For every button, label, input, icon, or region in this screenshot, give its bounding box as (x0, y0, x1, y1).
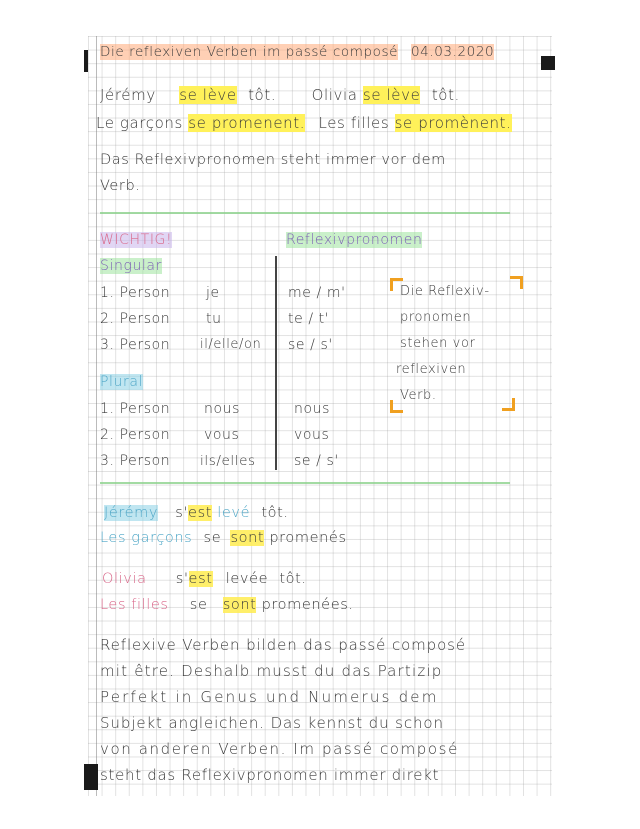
example-fem-line-1 (102, 571, 307, 587)
plural-person-3: 3. Person (100, 453, 171, 469)
note-line-2: pronomen (400, 310, 472, 325)
note-line-4: reflexiven (396, 362, 467, 377)
example-fem-subject-1: Olivia (102, 571, 147, 587)
reflexive-heading: Reflexivpronomen (286, 232, 423, 248)
intro-line-2 (96, 114, 512, 132)
example-fem-participle-2: promenées. (261, 597, 354, 613)
note-line-3: stehen vor (400, 336, 476, 351)
example-fem-line-2 (100, 597, 354, 613)
singular-person-3: 3. Person (100, 337, 171, 353)
singular-reflexive-3: se / s' (288, 337, 333, 353)
paragraph-line-5: von anderen Verben. Im passé composé (100, 740, 459, 758)
example-masc-end-1: tôt. (261, 505, 289, 521)
intro-subject-1: Jérémy (100, 86, 156, 104)
example-masc-s-1: s' (175, 505, 189, 521)
paragraph-line-1: Reflexive Verben bilden das passé composé (100, 636, 467, 654)
title-text: Die reflexiven Verben im passé composé (100, 44, 399, 60)
intro-adverb-1: tôt. (248, 86, 277, 104)
singular-person-1: 1. Person (100, 285, 171, 301)
singular-reflexive-1: me / m' (288, 285, 346, 301)
plural-person-1: 1. Person (100, 401, 171, 417)
example-fem-se-2: se (189, 597, 208, 613)
plural-reflexive-1: nous (294, 401, 331, 417)
paragraph-line-2: mit être. Deshalb musst du das Partizip (100, 662, 443, 680)
table-divider (275, 256, 277, 470)
paragraph-line-4: Subjekt angleichen. Das kennst du schon (100, 714, 444, 732)
binder-mark-top-right (541, 56, 555, 70)
example-fem-aux-1: est (188, 571, 213, 587)
example-masc-subject-2: Les garçons (100, 530, 193, 546)
intro-subject-3: Le garçons (96, 114, 183, 132)
singular-reflexive-2: te / t' (288, 311, 330, 327)
intro-verb-1: se lève (179, 86, 237, 104)
plural-pronoun-3: ils/elles (200, 453, 256, 469)
example-masc-line-1 (104, 505, 289, 521)
example-fem-subject-2: Les filles (100, 597, 169, 613)
example-masc-aux-1: est (188, 505, 213, 521)
intro-subject-2: Olivia (311, 86, 358, 104)
section-divider-1 (100, 212, 510, 214)
plural-person-2: 2. Person (100, 427, 171, 443)
intro-verb-2: se lève (362, 86, 421, 104)
intro-adverb-2: tôt. (431, 86, 460, 104)
example-masc-participle-1: levé (217, 505, 251, 521)
note-bracket-tr (510, 276, 523, 289)
rule-line-2: Verb. (100, 178, 141, 194)
binder-mark-top-left (84, 50, 88, 72)
plural-pronoun-1: nous (204, 401, 241, 417)
note-bracket-br (502, 398, 515, 411)
example-fem-s-1: s' (175, 571, 189, 587)
plural-reflexive-3: se / s' (294, 453, 339, 469)
example-masc-se-2: se (203, 530, 222, 546)
title-date: 04.03.2020 (410, 44, 495, 60)
intro-subject-4: Les filles (318, 114, 390, 132)
rule-line-1: Das Reflexivpronomen steht immer vor dem (100, 152, 446, 168)
singular-pronoun-3: il/elle/on (200, 337, 262, 352)
binder-mark-bottom-left (84, 764, 98, 790)
singular-label: Singular (100, 258, 162, 274)
intro-line-1 (100, 86, 460, 104)
singular-pronoun-1: je (206, 285, 220, 301)
singular-person-2: 2. Person (100, 311, 171, 327)
singular-pronoun-2: tu (206, 311, 222, 327)
page-title (100, 44, 494, 60)
example-masc-line-2: Les garçons se sont promenés (100, 530, 347, 546)
example-masc-aux-2: sont (230, 530, 265, 546)
margin-line (96, 36, 97, 796)
plural-reflexive-2: vous (294, 427, 330, 443)
paragraph-line-6: steht das Reflexivpronomen immer direkt (100, 766, 440, 784)
plural-pronoun-2: vous (204, 427, 240, 443)
intro-verb-4: se promènent. (394, 114, 512, 132)
example-masc-subject-1: Jérémy (104, 505, 159, 521)
paragraph-line-3: Perfekt in Genus und Numerus dem (100, 688, 439, 706)
section-divider-2 (100, 482, 510, 484)
example-fem-aux-2: sont (222, 597, 257, 613)
wichtig-heading: WICHTIG! (100, 232, 173, 248)
plural-label: Plural (100, 374, 144, 390)
note-line-5: Verb. (400, 388, 437, 403)
example-fem-participle-1: levée (225, 571, 269, 587)
intro-verb-3: se promenent. (188, 114, 306, 132)
note-line-1: Die Reflexiv- (400, 284, 490, 299)
example-fem-end-1: tôt. (279, 571, 307, 587)
